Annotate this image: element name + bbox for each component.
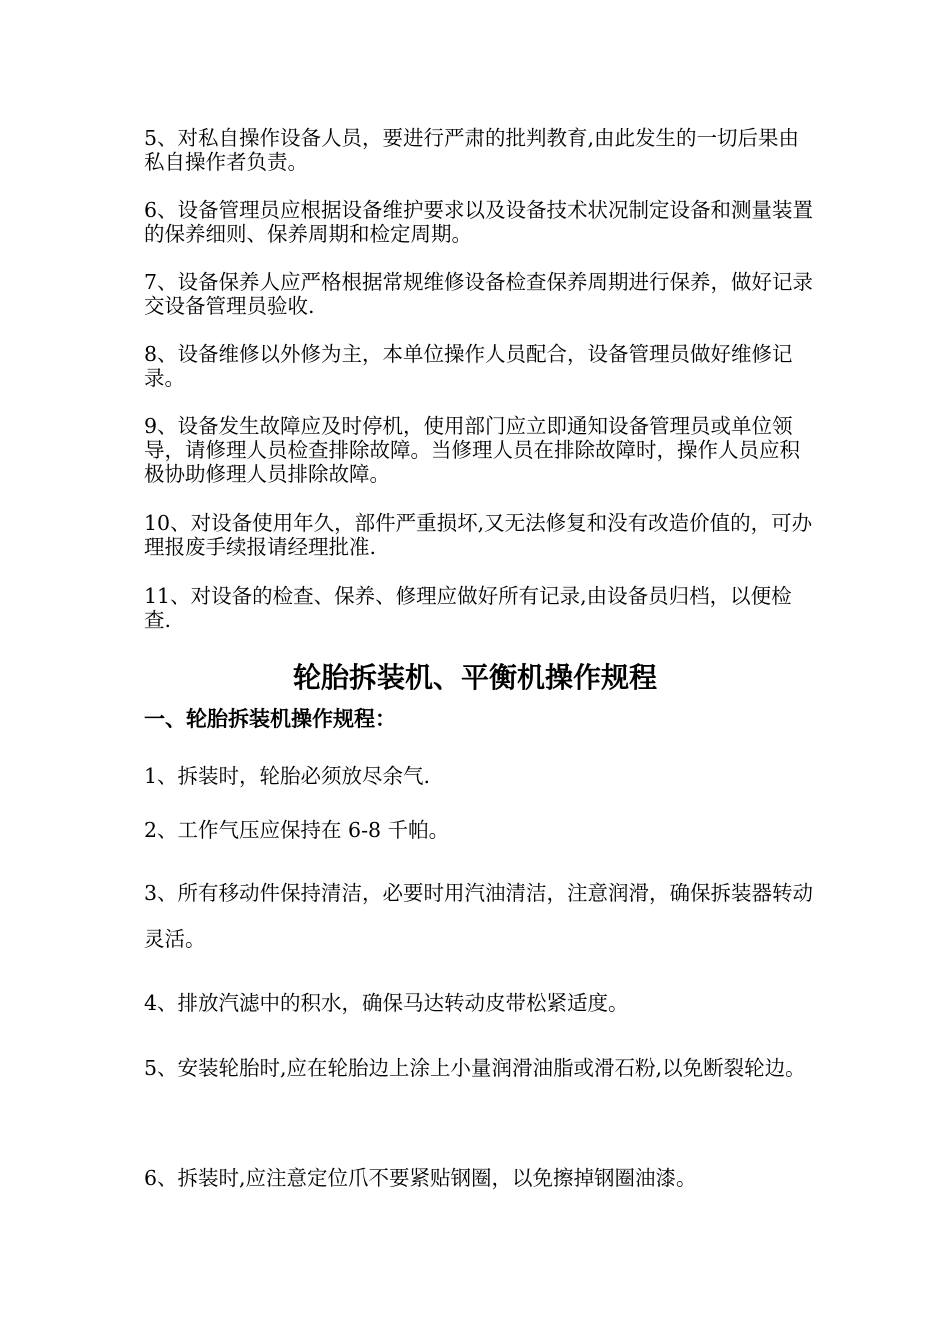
section-title: 轮胎拆装机、平衡机操作规程 bbox=[292, 661, 657, 694]
rule-paragraph-8: 8、设备维修以外修为主，本单位操作人员配合，设备管理员做好维修记录。 bbox=[144, 342, 793, 390]
rule-paragraph-11: 11、对设备的检查、保养、修理应做好所有记录,由设备员归档，以便检查. bbox=[144, 584, 792, 632]
tire-rule-2: 2、工作气压应保持在 6-8 千帕。 bbox=[144, 818, 450, 842]
rule-paragraph-6: 6、设备管理员应根据设备维护要求以及设备技术状况制定设备和测量装置的保养细则、保养周期和检定周期。 bbox=[144, 198, 814, 246]
tire-rule-3: 3、所有移动件保持清洁，必要时用汽油清洁，注意润滑，确保拆装器转动灵活。 bbox=[144, 881, 814, 951]
tire-rule-1: 1、拆装时，轮胎必须放尽余气. bbox=[144, 764, 431, 788]
rule-paragraph-9: 9、设备发生故障应及时停机，使用部门应立即通知设备管理员或单位领导，请修理人员检查排除故障。当修理人员在排除故障时，操作人员应积极协助修理人员排除故障。 bbox=[144, 414, 800, 486]
rule-paragraph-10: 10、对设备使用年久，部件严重损坏,又无法修复和没有改造价值的，可办理报废手续报请经理批准. bbox=[144, 511, 813, 559]
rule-paragraph-7: 7、设备保养人应严格根据常规维修设备检查保养周期进行保养，做好记录交设备管理员验收. bbox=[144, 270, 814, 318]
subsection-title: 一、轮胎拆装机操作规程： bbox=[144, 706, 396, 731]
tire-rule-5: 5、安装轮胎时,应在轮胎边上涂上小量润滑油脂或滑石粉,以免断裂轮边。 bbox=[144, 1056, 806, 1080]
rule-paragraph-5: 5、对私自操作设备人员，要进行严肃的批判教育,由此发生的一切后果由私自操作者负责。 bbox=[144, 126, 800, 174]
tire-rule-6: 6、拆装时,应注意定位爪不要紧贴钢圈，以免擦掉钢圈油漆。 bbox=[144, 1166, 697, 1190]
tire-rule-4: 4、排放汽滤中的积水，确保马达转动皮带松紧适度。 bbox=[144, 991, 629, 1015]
